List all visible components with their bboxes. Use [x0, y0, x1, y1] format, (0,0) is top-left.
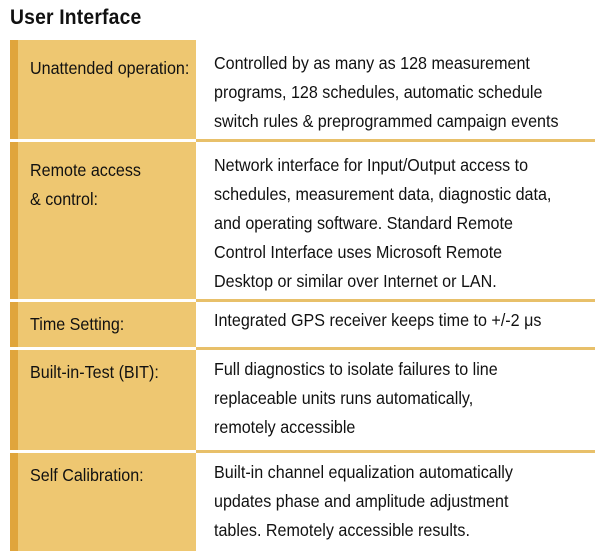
spec-value-cell — [196, 142, 595, 302]
spec-value — [214, 49, 561, 136]
spec-label-cell — [10, 40, 196, 139]
spec-row-remote-access — [10, 142, 595, 302]
spec-value — [214, 355, 561, 442]
spec-value-line: remotely accessible — [214, 417, 356, 437]
spec-label-cell — [10, 302, 196, 347]
spec-value-line: and operating software. Standard Remote — [214, 213, 513, 233]
spec-label-line: Remote access — [30, 160, 141, 180]
spec-label-cell — [10, 350, 196, 450]
spec-label-line: Time Setting: — [30, 314, 125, 334]
section-title: User Interface — [10, 6, 142, 29]
spec-label-cell — [10, 142, 196, 299]
spec-value-cell — [196, 40, 595, 142]
spec-label — [30, 156, 175, 214]
spec-label — [30, 461, 175, 490]
spec-label-line: Self Calibration: — [30, 465, 144, 485]
spec-table — [10, 40, 595, 551]
spec-label-cell — [10, 453, 196, 551]
spec-row-time-setting — [10, 302, 595, 350]
spec-value-line: Network interface for Input/Output access to — [214, 155, 529, 175]
spec-value-line: replaceable units runs automatically, — [214, 388, 474, 408]
spec-label-line: Built-in-Test (BIT): — [30, 362, 159, 382]
spec-value-line: tables. Remotely accessible results. — [214, 520, 470, 540]
spec-value-line: Desktop or similar over Internet or LAN. — [214, 271, 497, 291]
spec-value — [214, 151, 561, 296]
spec-value-line: programs, 128 schedules, automatic schedule — [214, 82, 543, 102]
spec-label — [30, 310, 175, 339]
spec-value-cell — [196, 350, 595, 453]
spec-label — [30, 358, 175, 387]
spec-row-built-in-test — [10, 350, 595, 453]
spec-label-line: & control: — [30, 189, 99, 209]
spec-value-cell — [196, 302, 595, 350]
spec-label — [30, 54, 190, 83]
spec-value-line: schedules, measurement data, diagnostic data, — [214, 184, 552, 204]
spec-value-cell — [196, 453, 595, 554]
spec-value-line: switch rules & preprogrammed campaign events — [214, 111, 559, 131]
spec-value — [214, 306, 561, 335]
spec-row-self-calibration — [10, 453, 595, 551]
spec-value-line: Control Interface uses Microsoft Remote — [214, 242, 503, 262]
spec-value-line: Integrated GPS receiver keeps time to +/-2 μs — [214, 310, 542, 330]
spec-value-line: updates phase and amplitude adjustment — [214, 491, 509, 511]
spec-row-unattended-operation — [10, 40, 595, 142]
spec-value-line: Built-in channel equalization automatically — [214, 462, 513, 482]
spec-label-line: Unattended operation: — [30, 58, 190, 78]
spec-value-line: Controlled by as many as 128 measurement — [214, 53, 530, 73]
spec-value — [214, 458, 561, 545]
spec-value-line: Full diagnostics to isolate failures to line — [214, 359, 498, 379]
